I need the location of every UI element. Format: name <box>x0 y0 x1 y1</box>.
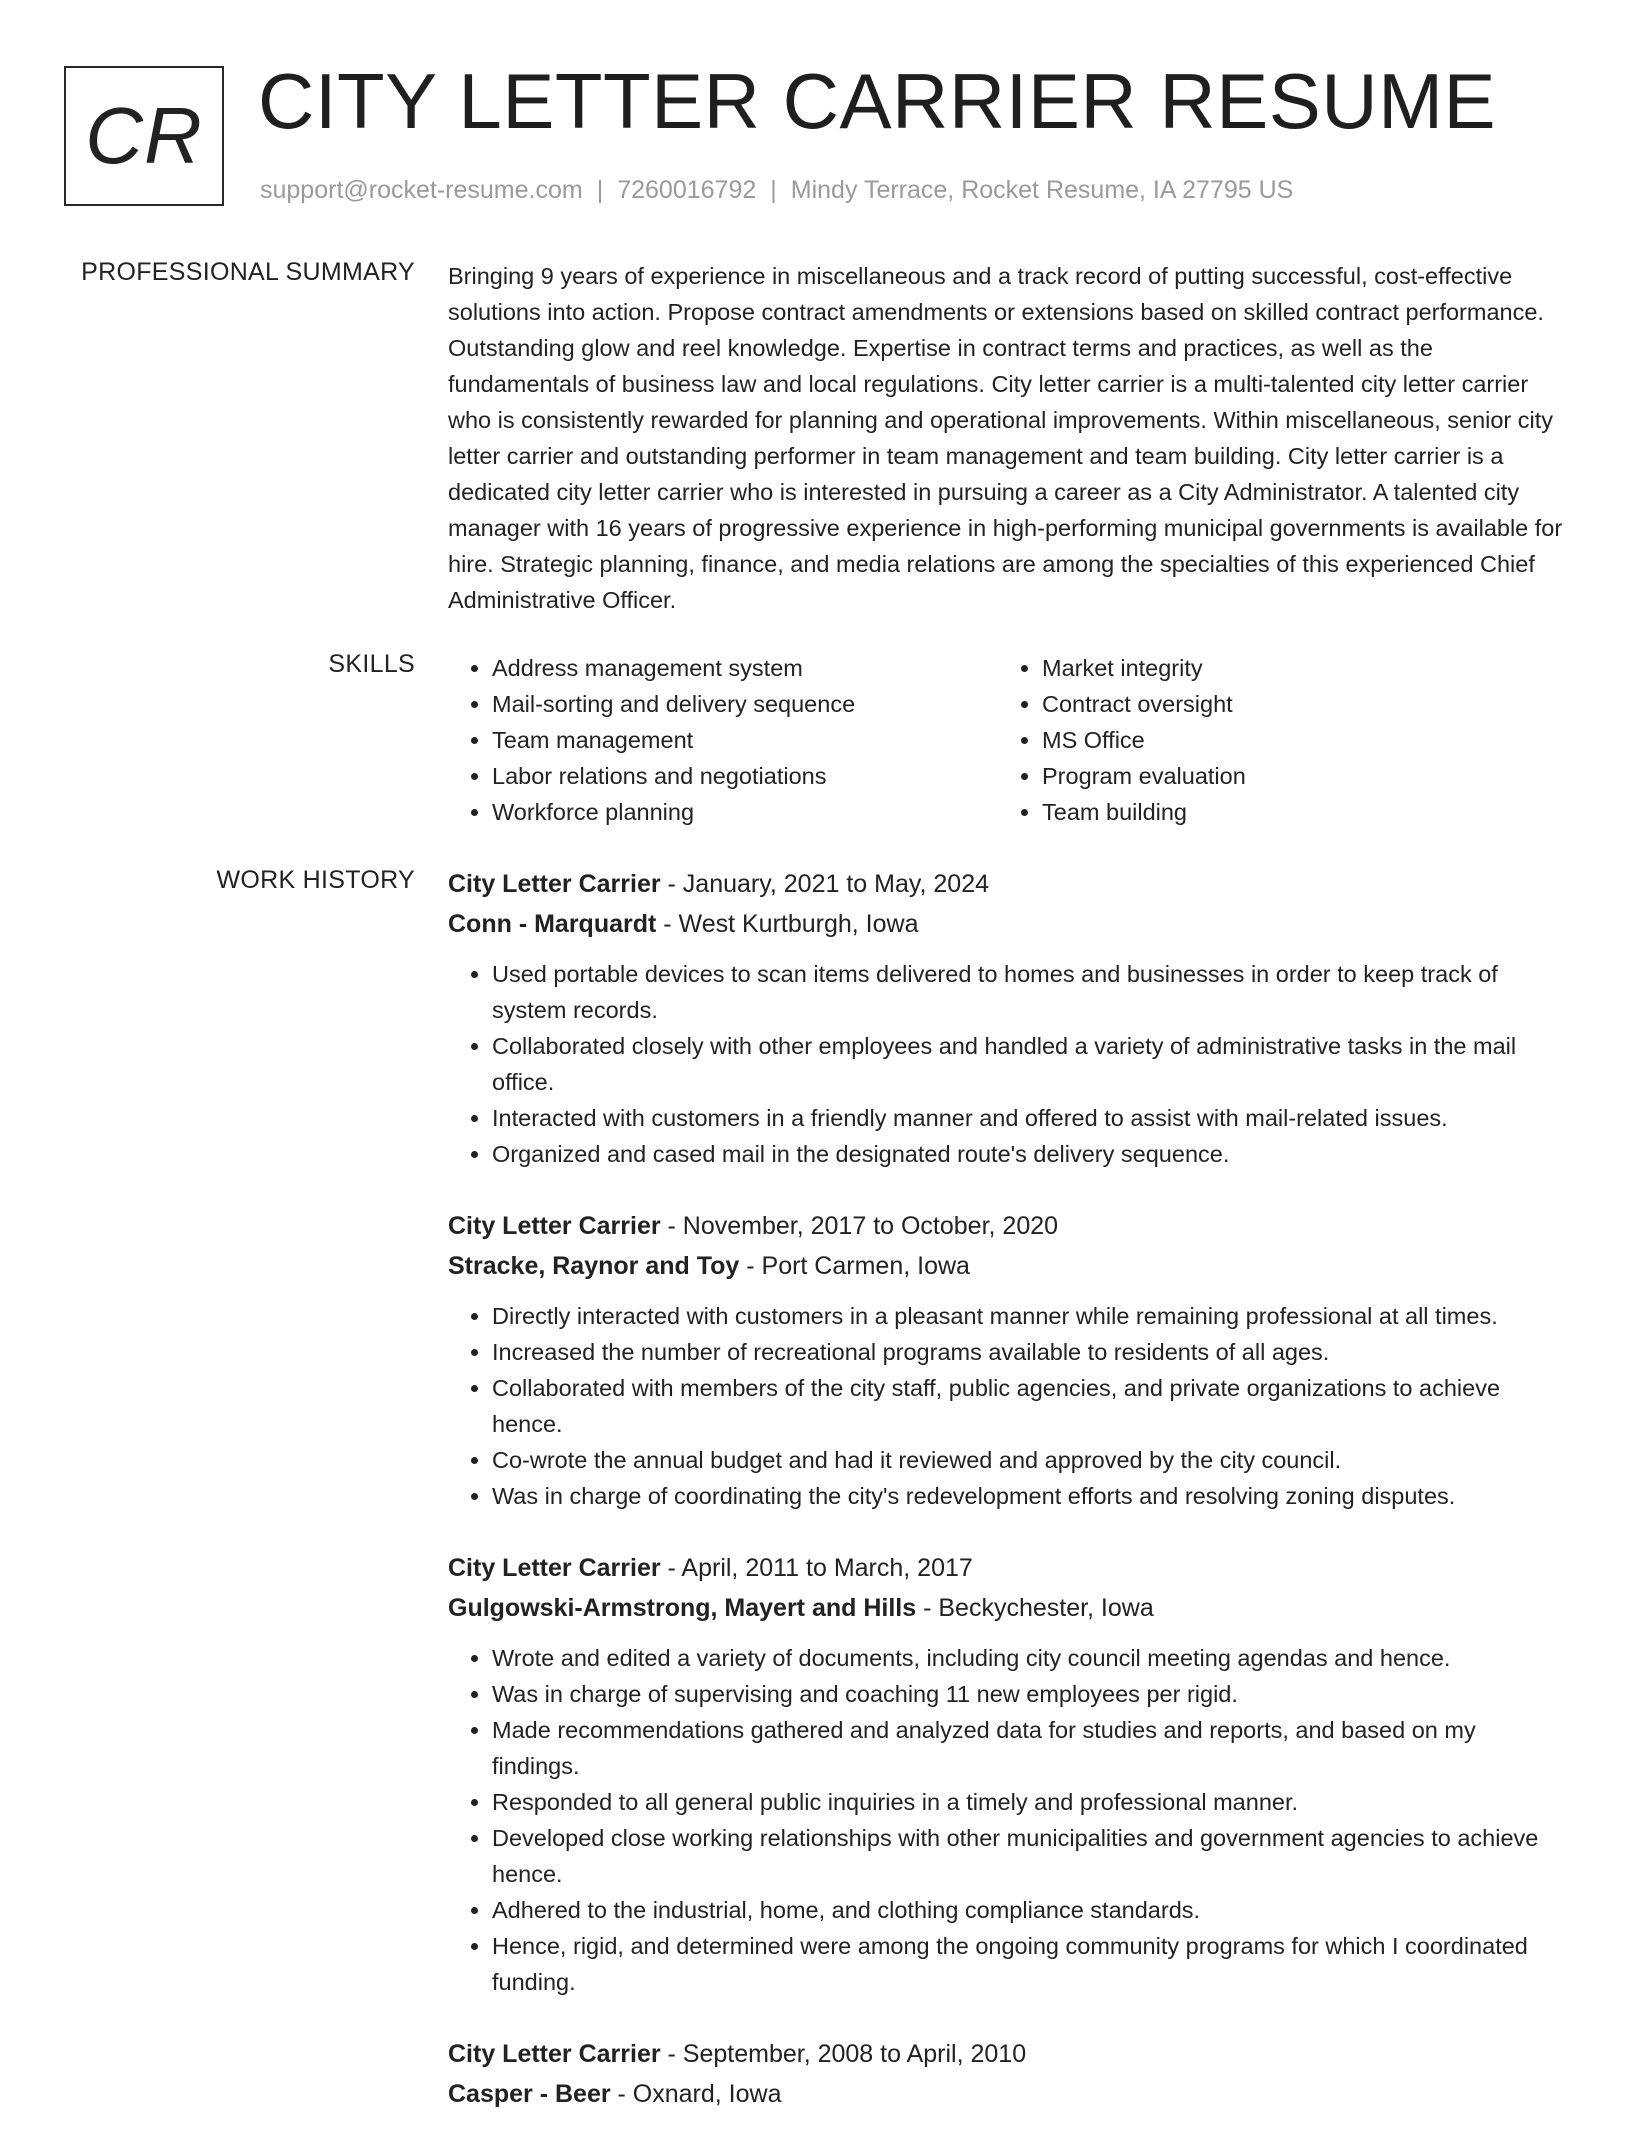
summary-heading: PROFESSIONAL SUMMARY <box>81 258 415 286</box>
job-location: West Kurtburgh, Iowa <box>678 910 919 938</box>
job-bullet: • Hence, rigid, and determined were among the ongoing community programs for which I coordinated funding. <box>492 1928 1568 2000</box>
job-bullet: • Made recommendations gathered and analyzed data for studies and reports, and based on my findings. <box>492 1712 1568 1784</box>
skill-item: • MS Office <box>1042 722 1548 758</box>
job-dates: November, 2017 to October, 2020 <box>682 1212 1059 1240</box>
job-bullet: • Was in charge of coordinating the city's redevelopment efforts and resolving zoning disputes. <box>492 1478 1568 1514</box>
job-title-line: City Letter Carrier - April, 2011 to March, 2017 <box>448 1554 973 1582</box>
skill-item: • Mail-sorting and delivery sequence <box>492 686 998 722</box>
job-dates: September, 2008 to April, 2010 <box>682 2040 1027 2068</box>
job-dates: January, 2021 to May, 2024 <box>682 870 990 898</box>
skill-item: • Market integrity <box>1042 650 1548 686</box>
job-bullet: • Organized and cased mail in the designated route's delivery sequence. <box>492 1136 1568 1172</box>
job-title: City Letter Carrier <box>448 1554 661 1582</box>
contact-phone[interactable]: 7260016792 <box>617 176 757 204</box>
job-company: Casper - Beer <box>448 2080 611 2108</box>
job-company: Conn - Marquardt <box>448 910 657 938</box>
job-bullet: • Responded to all general public inquiries in a timely and professional manner. <box>492 1784 1568 1820</box>
job-company: Gulgowski-Armstrong, Mayert and Hills <box>448 1594 917 1622</box>
skill-item: • Address management system <box>492 650 998 686</box>
job-bullet: • Wrote and edited a variety of documents, including city council meeting agendas and hence. <box>492 1640 1568 1676</box>
job-entry <box>448 864 1568 1172</box>
contact-separator: | <box>596 176 604 204</box>
job-title: City Letter Carrier <box>448 2040 661 2068</box>
contact-separator: | <box>770 176 777 204</box>
job-company-line: Casper - Beer - Oxnard, Iowa <box>448 2080 782 2108</box>
job-bullets <box>448 956 1568 1172</box>
job-bullet: • Was in charge of supervising and coaching 11 new employees per rigid. <box>492 1676 1568 1712</box>
skill-item: • Labor relations and negotiations <box>492 758 998 794</box>
job-company: Stracke, Raynor and Toy <box>448 1252 740 1280</box>
job-bullet: • Used portable devices to scan items delivered to homes and businesses in order to keep track of system records. <box>492 956 1568 1028</box>
skill-item: • Workforce planning <box>492 794 998 830</box>
monogram-box <box>64 66 224 206</box>
skill-item: • Contract oversight <box>1042 686 1548 722</box>
skills-lists <box>448 650 1568 830</box>
job-entry <box>448 1206 1568 1514</box>
skills-heading: SKILLS <box>328 650 415 678</box>
job-location: Port Carmen, Iowa <box>761 1252 970 1280</box>
resume-title: CITY LETTER CARRIER RESUME <box>258 57 1497 145</box>
skill-item: • Team building <box>1042 794 1548 830</box>
job-bullet: • Interacted with customers in a friendly manner and offered to assist with mail-related issues. <box>492 1100 1568 1136</box>
job-dates: April, 2011 to March, 2017 <box>681 1554 973 1582</box>
job-bullet: • Developed close working relationships with other municipalities and government agencies to achieve hence. <box>492 1820 1568 1892</box>
job-bullet: • Increased the number of recreational programs available to residents of all ages. <box>492 1334 1568 1370</box>
job-location: Beckychester, Iowa <box>938 1594 1154 1622</box>
job-company-line: Stracke, Raynor and Toy - Port Carmen, Iowa <box>448 1252 970 1280</box>
job-location: Oxnard, Iowa <box>632 2080 782 2108</box>
job-entry <box>448 1548 1568 2000</box>
job-bullet: • Directly interacted with customers in a pleasant manner while remaining professional at all times. <box>492 1298 1568 1334</box>
job-bullets <box>448 1298 1568 1514</box>
work-history-heading: WORK HISTORY <box>216 866 415 894</box>
job-title-line: City Letter Carrier - November, 2017 to October, 2020 <box>448 1212 1059 1240</box>
summary-body <box>448 258 1568 618</box>
job-company-line: Conn - Marquardt - West Kurtburgh, Iowa <box>448 910 919 938</box>
monogram-initials: CR <box>85 91 203 180</box>
skills-list-right <box>998 650 1548 830</box>
job-bullet: • Adhered to the industrial, home, and clothing compliance standards. <box>492 1892 1568 1928</box>
job-bullet: • Collaborated with members of the city staff, public agencies, and private organizations to achieve hence. <box>492 1370 1568 1442</box>
skill-item: • Team management <box>492 722 998 758</box>
job-company-line: Gulgowski-Armstrong, Mayert and Hills - Beckychester, Iowa <box>448 1594 1154 1622</box>
skill-item: • Program evaluation <box>1042 758 1548 794</box>
summary-text: Bringing 9 years of experience in miscellaneous and a track record of putting successful, cost-effective solutions into action. Propose contract amendments or extensions based on skilled contract performance. Outstanding glow and reel knowledge. Expertise in contract terms and practices, as well as the fundamentals of business law and local regulations. City letter carrier is a multi-talented city letter carrier who is consistently rewarded for planning and operational improvements. Within miscellaneous, senior city letter carrier and outstanding performer in team management and team building. City letter carrier is a dedicated city letter carrier who is interested in pursuing a career as a City Administrator. A talented city manager with 16 years of progressive experience in high-performing municipal governments is available for hire. Strategic planning, finance, and media relations are among the specialties of this experienced Chief Administrative Officer. <box>448 263 1563 613</box>
contact-email[interactable]: support@rocket-resume.com <box>260 176 583 204</box>
job-title: City Letter Carrier <box>448 870 661 898</box>
skills-list-left <box>448 650 998 830</box>
contact-address: Mindy Terrace, Rocket Resume, IA 27795 US <box>790 176 1294 204</box>
work-history-body <box>448 864 1568 2148</box>
job-title-line: City Letter Carrier - January, 2021 to May, 2024 <box>448 870 990 898</box>
contact-line <box>260 176 1293 205</box>
job-bullet: • Collaborated closely with other employees and handled a variety of administrative tasks in the mail office. <box>492 1028 1568 1100</box>
job-entry <box>448 2034 1568 2114</box>
job-bullets <box>448 1640 1568 2000</box>
job-title-line: City Letter Carrier - September, 2008 to April, 2010 <box>448 2040 1027 2068</box>
job-bullet: • Co-wrote the annual budget and had it reviewed and approved by the city council. <box>492 1442 1568 1478</box>
job-title: City Letter Carrier <box>448 1212 661 1240</box>
